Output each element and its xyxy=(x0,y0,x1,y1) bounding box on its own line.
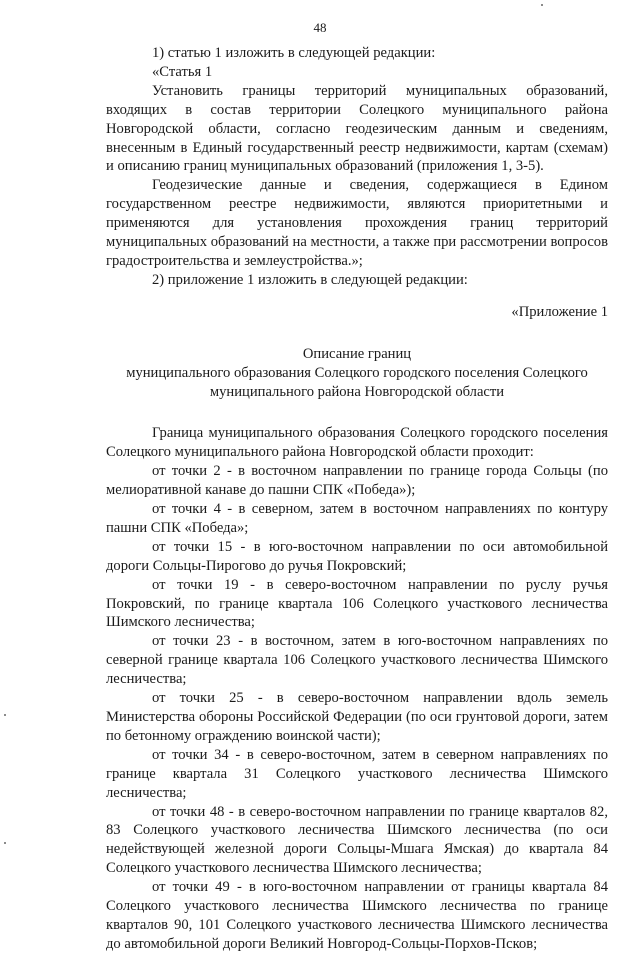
article-heading: «Статья 1 xyxy=(152,63,213,80)
scan-speck xyxy=(4,842,6,844)
article-paragraph-1: Установить границы территорий муниципальных образований, входящих в состав территории Солецкого муниципального района Новгородской области, согласно геодезическим данным и сведениям, внесенным в Единый государственный реестр недвижимости, картам (схемам) и описанию границ муниципальных образований (приложения 1, 3-5). xyxy=(106,82,608,175)
boundary-segment: от точки 2 - в восточном направлении по границе города Сольцы (по мелиоративной канаве до пашни СПК «Победа»); xyxy=(106,463,608,499)
appendix-title-line-2: муниципального образования Солецкого городского поселения Солецкого xyxy=(126,364,588,381)
appendix-label: «Приложение 1 xyxy=(511,303,608,320)
amendment-item-1: 1) статью 1 изложить в следующей редакции: xyxy=(152,45,436,61)
boundary-segment: от точки 15 - в юго-восточном направлении по оси автомобильной дороги Сольцы-Пирогово до ручья Покровский; xyxy=(106,538,608,574)
boundary-segment: от точки 49 - в юго-восточном направлении от границы квартала 84 Солецкого участкового лесничества Шимского лесничества по границе кварталов 90, 101 Солецкого участкового лесничества Шимского лесничества до автомобильной дороги Великий Новгород-Сольцы-Порхов-Псков; xyxy=(106,879,608,952)
boundary-intro: Граница муниципального образования Солецкого городского поселения Солецкого муниципального района Новгородской области проходит: xyxy=(106,425,608,461)
appendix-title-line-3: муниципального района Новгородской области xyxy=(209,383,505,400)
boundary-segment: от точки 48 - в северо-восточном направлении по границе кварталов 82, 83 Солецкого участкового лесничества Шимского лесничества (по оси недействующей железной дороги Сольцы-Мшага Ямская) до квартала 84 Солецкого участкового лесничества Шимского лесничества; xyxy=(106,803,608,877)
page-number: 48 xyxy=(313,20,327,35)
boundary-segment: от точки 19 - в северо-восточном направлении по руслу ручья Покровский, по границе квартала 106 Солецкого участкового лесничества Шимского лесничества; xyxy=(106,576,608,631)
boundary-segment: от точки 23 - в восточном, затем в юго-восточном направлениях по северной границе квартала 106 Солецкого участкового лесничества Шимского лесничества; xyxy=(106,633,608,688)
document-body xyxy=(106,44,608,954)
scan-speck xyxy=(541,4,543,6)
boundary-segment: от точки 34 - в северо-восточном, затем в северном направлениях по границе квартала 31 Солецкого участкового лесничества Шимского лесничества; xyxy=(106,746,608,801)
amendment-item-2: 2) приложение 1 изложить в следующей редакции: xyxy=(152,271,468,288)
boundary-segment: от точки 25 - в северо-восточном направлении вдоль земель Министерства обороны Российской Федерации (по оси грунтовой дороги, затем по бетонному ограждению воинской части); xyxy=(106,690,608,744)
appendix-title-line-1: Описание границ xyxy=(302,345,412,362)
article-paragraph-2: Геодезические данные и сведения, содержащиеся в Едином государственном реестре недвижимости, являются приоритетными и применяются для установления прохождения границ территорий муниципальных образований на местности, а также при рассмотрении вопросов градостроительства и землеустройства.»; xyxy=(106,177,608,269)
boundary-segment: от точки 4 - в северном, затем в восточном направлениях по контуру пашни СПК «Победа»; xyxy=(106,501,608,536)
scan-speck xyxy=(4,714,6,716)
